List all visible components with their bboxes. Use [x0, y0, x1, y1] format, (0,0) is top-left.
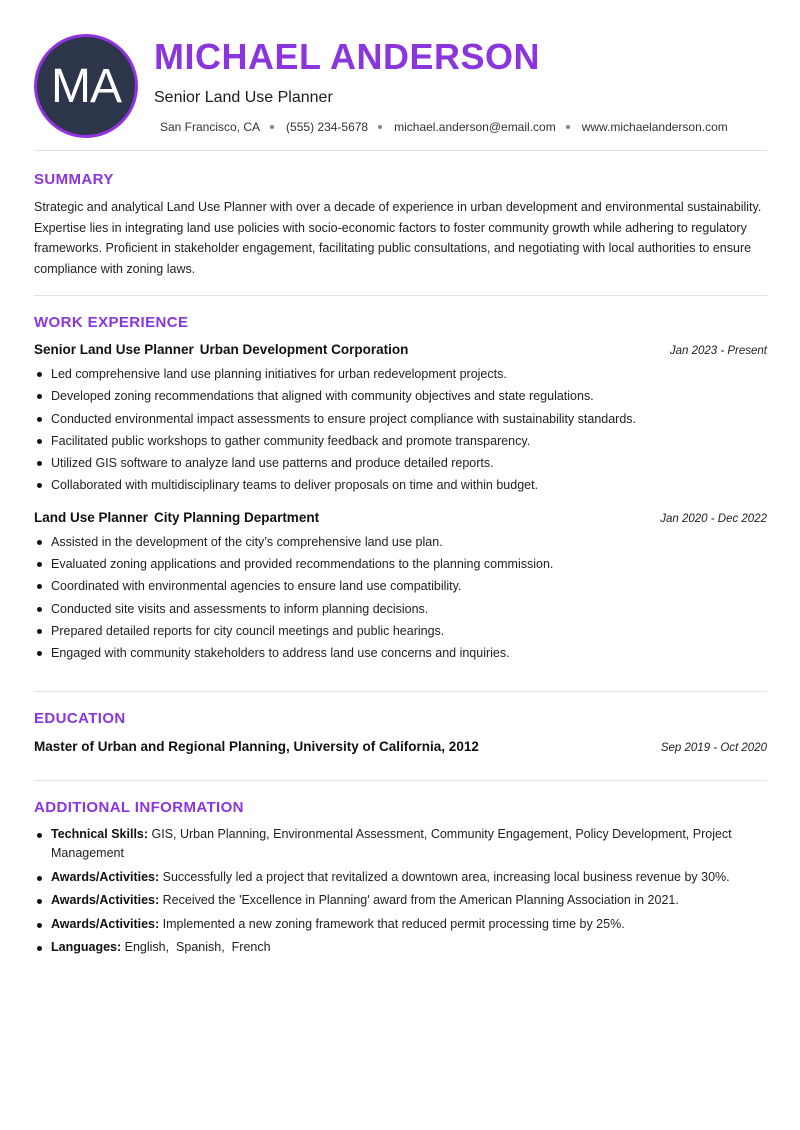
info-text: Implemented a new zoning framework that reduced permit processing time by 25%.	[162, 916, 625, 931]
education-dates: Sep 2019 - Oct 2020	[660, 741, 767, 754]
work-experience-section	[34, 296, 767, 691]
contact-website: www.michaelanderson.com	[581, 120, 728, 134]
job-bullet: Facilitated public workshops to gather community feedback and promote transparency.	[34, 430, 767, 452]
contact-email: michael.anderson@email.com	[394, 120, 556, 134]
job-bullet: Developed zoning recommendations that aligned with community objectives and state regulations.	[34, 385, 767, 407]
additional-info-item	[34, 891, 767, 911]
info-label: Awards/Activities:	[51, 893, 160, 908]
job-role-line	[34, 342, 408, 357]
job-bullet: Prepared detailed reports for city council meetings and public hearings.	[34, 620, 767, 642]
education-section	[34, 692, 767, 780]
additional-info-list	[34, 825, 767, 958]
job-dates: Jan 2023 - Present	[669, 345, 767, 357]
job-company: City Planning Department	[154, 509, 320, 525]
job-bullet: Led comprehensive land use planning initiatives for urban redevelopment projects.	[34, 363, 767, 385]
info-label: Languages:	[51, 940, 122, 955]
job-bullet: Conducted site visits and assessments to inform planning decisions.	[34, 598, 767, 620]
summary-section	[34, 151, 767, 295]
job-entry	[34, 342, 767, 497]
additional-info-item	[34, 825, 767, 864]
job-entry	[34, 510, 767, 665]
info-label: Technical Skills:	[51, 826, 149, 841]
job-bullet: Utilized GIS software to analyze land use patterns and produce detailed reports.	[34, 452, 767, 474]
job-bullet: Conducted environmental impact assessments to ensure project compliance with sustainability standards.	[34, 408, 767, 430]
contact-separator	[378, 125, 382, 129]
contact-location: San Francisco, CA	[160, 120, 261, 134]
section-heading-summary: SUMMARY	[34, 171, 114, 188]
summary-text: Strategic and analytical Land Use Planner with over a decade of experience in urban development and environmental sustainability. Expertise lies in integrating land use policies with socio-economic factors to foster community growth while adhering to regulatory frameworks. Proficient in stakeholder engagement, facilitating public consultations, and negotiating with local authorities to ensure compliance with zoning laws.	[34, 200, 762, 276]
resume-page	[34, 0, 767, 962]
additional-info-item	[34, 915, 767, 935]
job-bullets	[34, 531, 767, 665]
job-header	[34, 342, 767, 357]
job-bullet: Engaged with community stakeholders to address land use concerns and inquiries.	[34, 642, 767, 664]
job-dates: Jan 2020 - Dec 2022	[660, 512, 767, 525]
education-degree: Master of Urban and Regional Planning, University of California, 2012	[34, 738, 479, 754]
additional-info-section	[34, 781, 767, 958]
info-label: Awards/Activities:	[51, 916, 160, 931]
info-text: GIS, Urban Planning, Environmental Assessment, Community Engagement, Policy Development, Project Management	[51, 826, 732, 861]
contact-separator	[270, 125, 274, 129]
additional-info-item	[34, 868, 767, 888]
job-company: Urban Development Corporation	[199, 342, 409, 357]
job-header	[34, 510, 767, 525]
resume-header	[34, 0, 767, 150]
section-heading-experience: WORK EXPERIENCE	[34, 314, 189, 331]
candidate-name: MICHAEL ANDERSON	[154, 36, 541, 77]
job-bullet: Coordinated with environmental agencies to ensure land use compatibility.	[34, 575, 767, 597]
avatar-initials: MA	[51, 59, 121, 113]
contact-info	[160, 120, 728, 134]
section-heading-additional: ADDITIONAL INFORMATION	[34, 798, 244, 816]
info-text: Received the 'Excellence in Planning' award from the American Planning Association in 2021.	[162, 893, 679, 908]
job-role: Senior Land Use Planner	[34, 342, 194, 357]
info-text: English, Spanish, French	[124, 940, 271, 955]
job-role-line	[34, 510, 319, 525]
job-bullet: Evaluated zoning applications and provided recommendations to the planning commission.	[34, 553, 767, 575]
info-label: Awards/Activities:	[51, 869, 160, 884]
candidate-title: Senior Land Use Planner	[154, 89, 333, 106]
info-text: Successfully led a project that revitalized a downtown area, increasing local business revenue by 30%.	[162, 869, 730, 884]
job-bullet: Assisted in the development of the city’s comprehensive land use plan.	[34, 531, 767, 553]
job-role: Land Use Planner	[34, 509, 149, 525]
job-bullets	[34, 363, 767, 497]
education-entry	[34, 739, 767, 754]
contact-phone: (555) 234-5678	[286, 120, 369, 134]
section-heading-education: EDUCATION	[34, 709, 126, 727]
additional-info-item	[34, 938, 767, 958]
contact-separator	[566, 125, 570, 129]
avatar	[34, 34, 138, 138]
job-bullet: Collaborated with multidisciplinary teams to deliver proposals on time and within budget.	[34, 474, 767, 496]
